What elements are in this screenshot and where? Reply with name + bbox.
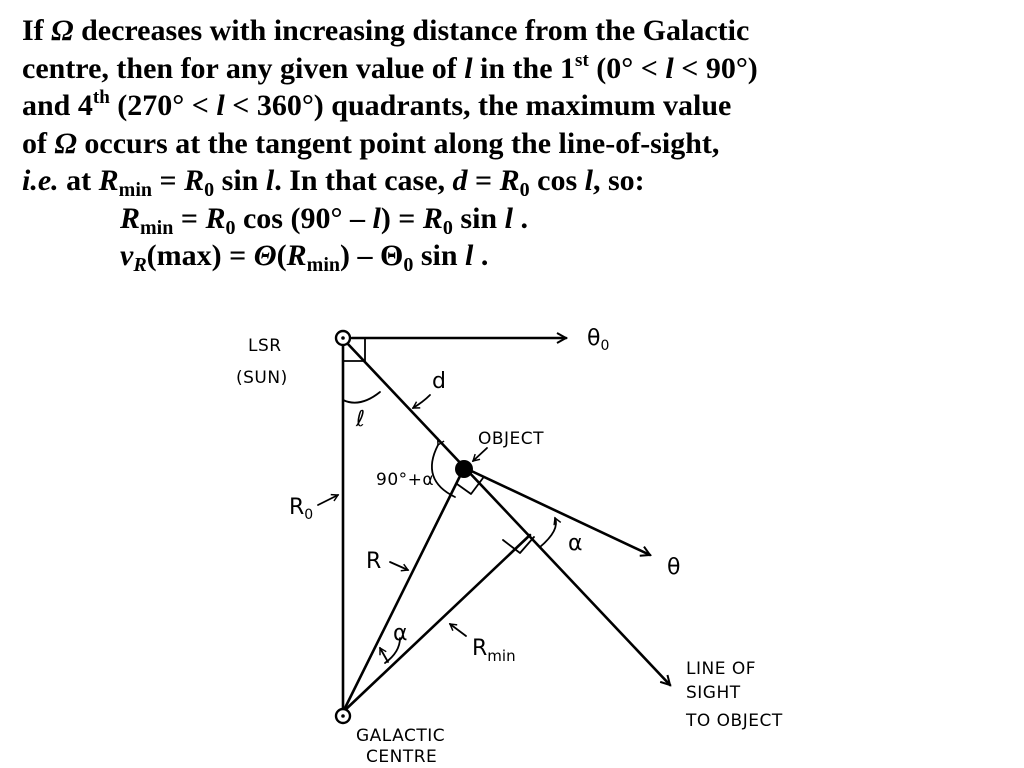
d-label: d	[432, 369, 446, 394]
d-pointer	[413, 395, 430, 408]
los-label-3: TO OBJECT	[686, 711, 783, 731]
alpha-gc-pointer	[380, 648, 388, 662]
alpha-gc-label: α	[393, 621, 408, 646]
object-marker	[455, 460, 473, 478]
text-line-2: centre, then for any given value of l in the 1st (0° < l < 90°)	[22, 49, 758, 85]
rmin-pointer	[450, 624, 466, 636]
rmin-label	[472, 636, 516, 665]
text-line-1: If Ω decreases with increasing distance from the Galactic	[22, 14, 750, 47]
equation-vr-max: $v_R(\max) = \Theta(R_{min}) - \Theta_0$ sin l .	[120, 239, 489, 276]
r-line	[343, 470, 463, 712]
r-pointer	[390, 562, 408, 570]
r0-pointer	[318, 495, 338, 505]
theta0-label	[587, 326, 609, 354]
lsr-label: LSR	[248, 336, 282, 356]
gc-label-2: CENTRE	[366, 747, 438, 767]
r0-label	[289, 495, 313, 523]
angle-90-alpha-label: 90°+α	[376, 470, 435, 490]
angle-arc-alpha-los	[540, 518, 556, 547]
object-pointer	[473, 448, 487, 461]
los-label-1: LINE OF	[686, 659, 757, 679]
right-angle-object	[457, 478, 483, 494]
gc-label-1: GALACTIC	[356, 726, 446, 746]
theta-label: θ	[667, 555, 681, 580]
r-label: R	[366, 549, 382, 574]
angle-arc-l	[343, 392, 380, 403]
r0-label-main: R	[289, 495, 305, 520]
rmin-label-main: R	[472, 636, 488, 661]
l-label: ℓ	[356, 407, 366, 432]
theta0-label-main: θ	[587, 326, 601, 351]
theta-arrow	[465, 468, 650, 555]
equation-rmin: $R_{min} = R_0$ $\cos (90^\circ - l) = R_0$ sin l .	[120, 201, 528, 239]
los-label-2: SIGHT	[686, 683, 741, 703]
theta0-label-sub: 0	[600, 338, 610, 354]
r0-label-sub: 0	[304, 507, 314, 523]
text-line-3: and 4th (270° < l < 360°) quadrants, the maximum value	[22, 87, 732, 122]
text-line-5: i.e. at $R_{min} = R_0$ sin l. In that case, $d = R_0$ cos l, so:	[22, 164, 645, 201]
lsr-marker-dot	[341, 336, 345, 340]
sun-label: (SUN)	[236, 368, 288, 388]
text-line-4: of Ω occurs at the tangent point along the line-of-sight,	[22, 126, 720, 160]
rmin-label-sub: min	[487, 647, 516, 665]
object-label: OBJECT	[478, 429, 545, 449]
alpha-los-label: α	[568, 531, 583, 556]
galactic-centre-dot	[341, 714, 345, 718]
